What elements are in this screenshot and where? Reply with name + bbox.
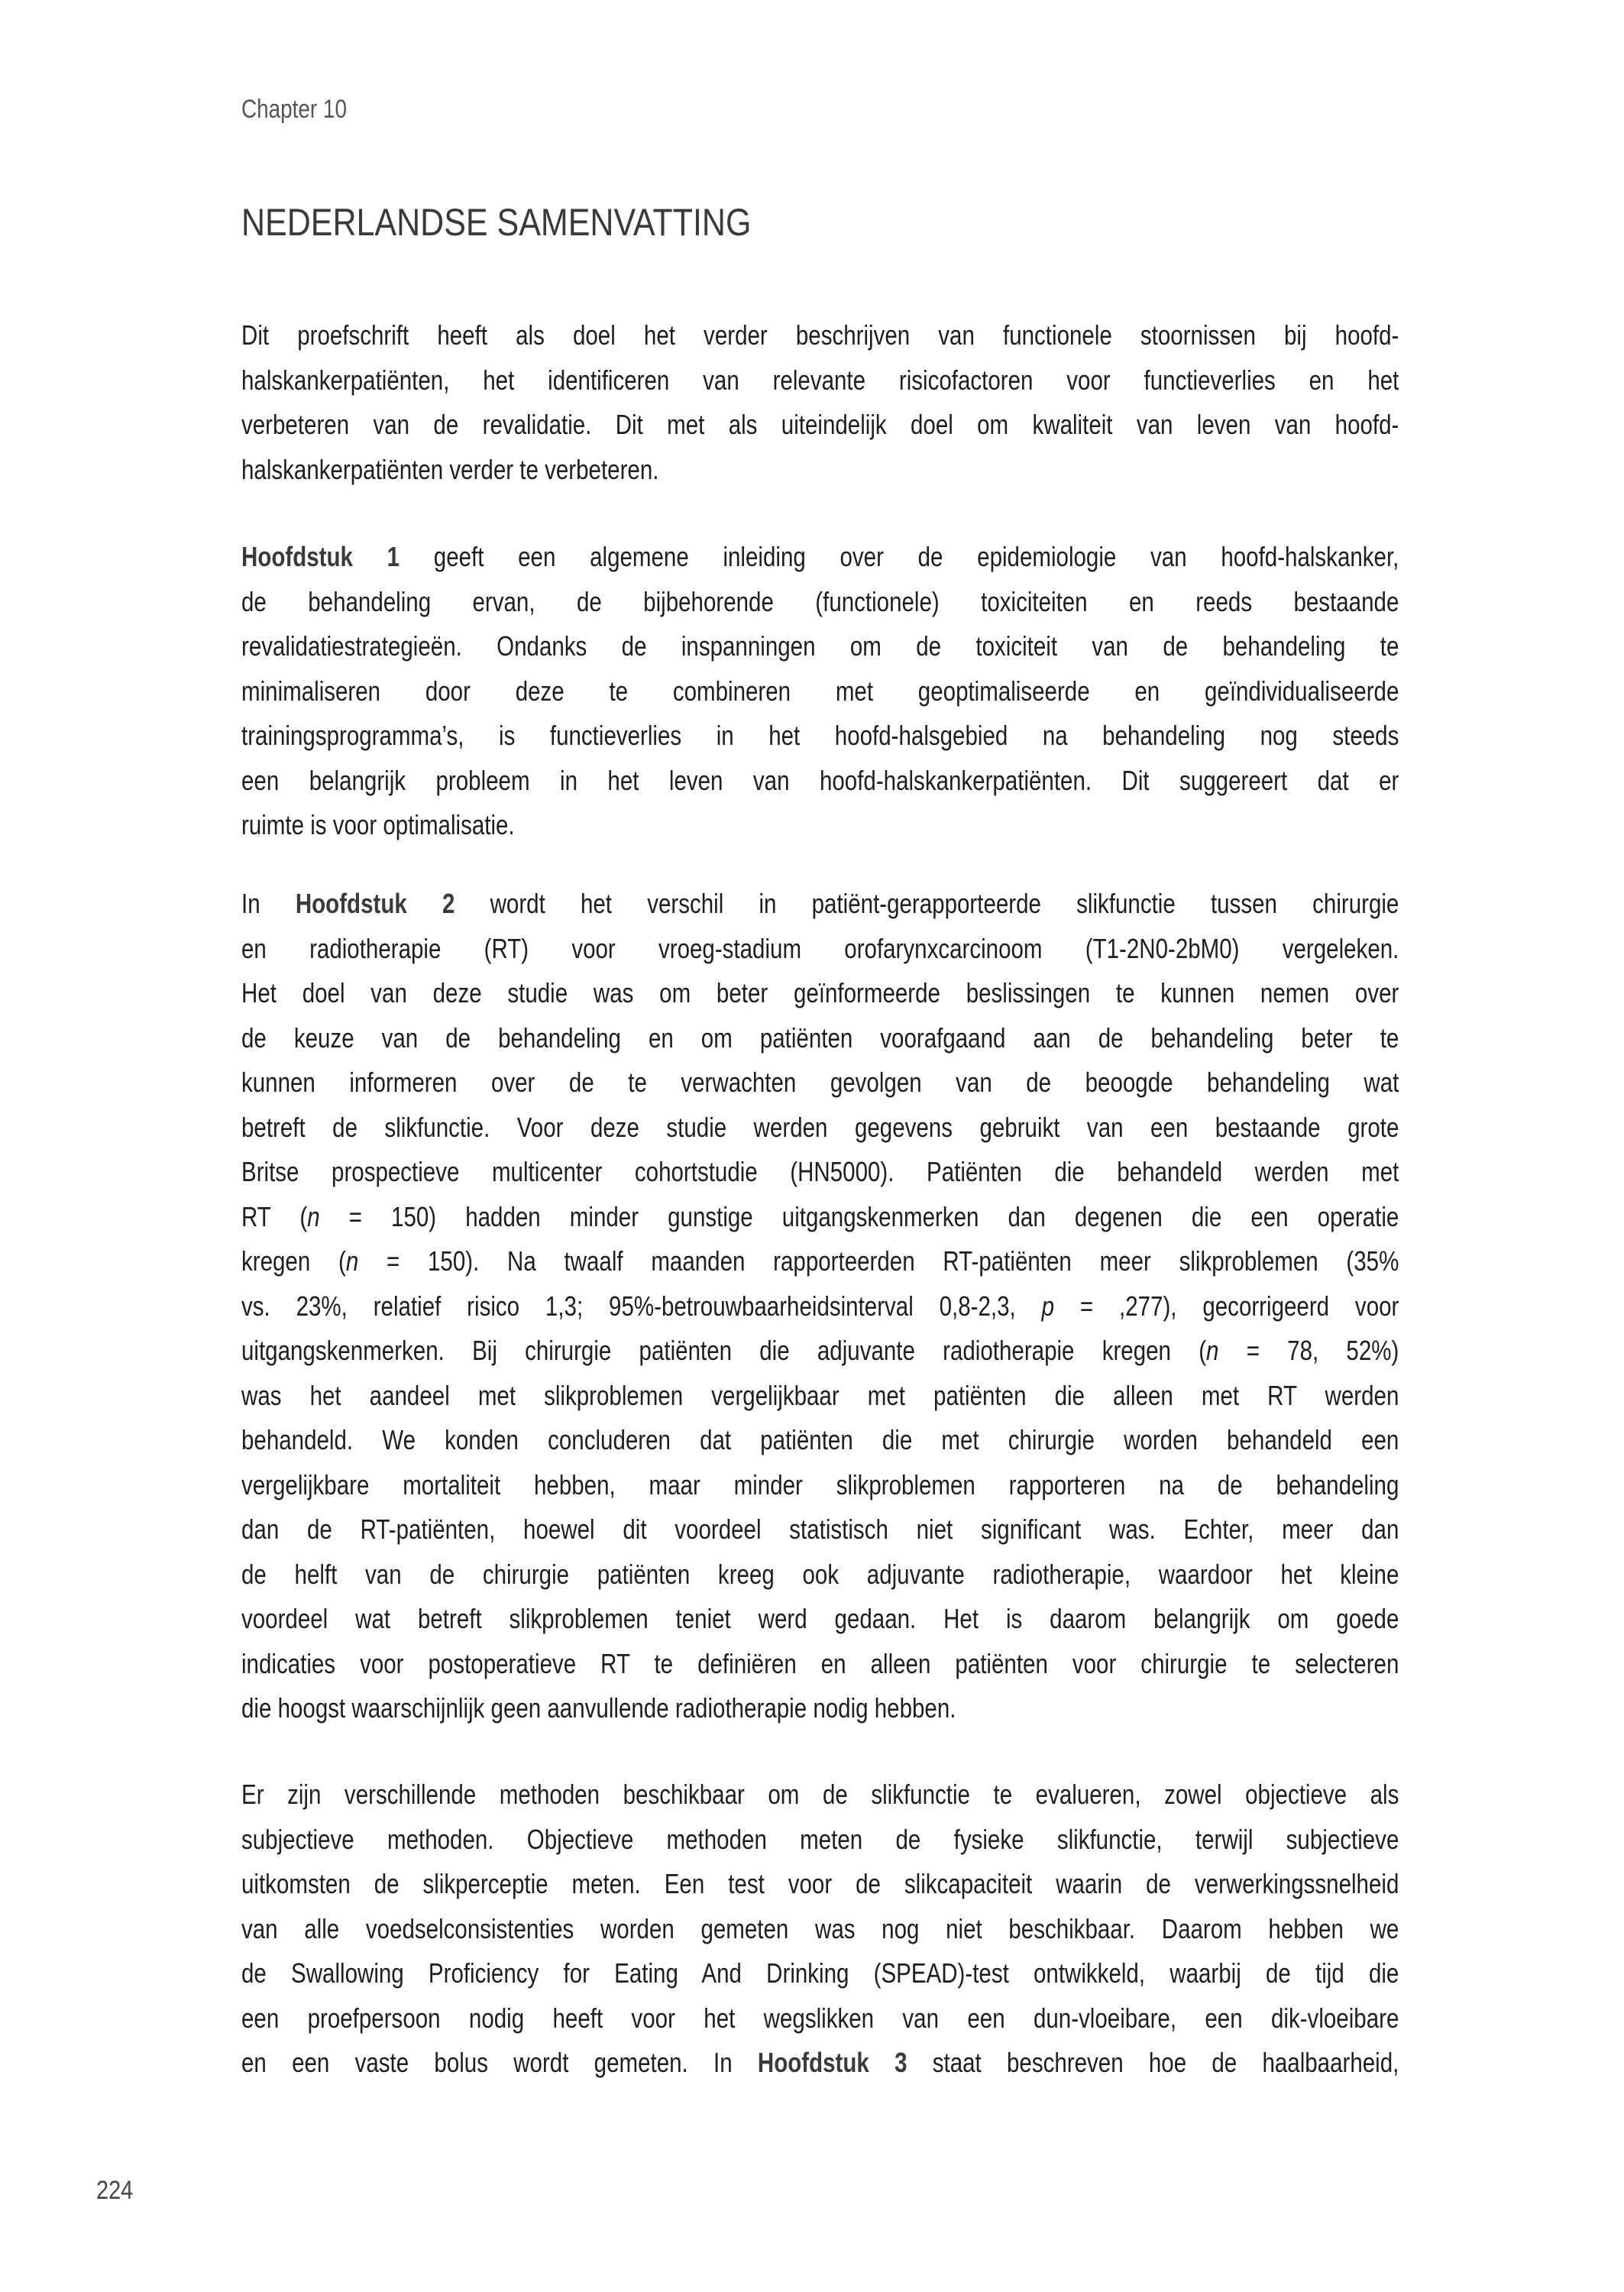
text-segment: de behandeling ervan, de bijbehorende (functionele) toxiciteiten en reeds bestaande [241, 585, 1399, 617]
paragraph [241, 313, 1399, 492]
text-segment: uitgangskenmerken. Bij chirurgie patiënten die adjuvante radiotherapie kregen ( [241, 1335, 1207, 1366]
text-line [241, 2041, 1399, 2086]
bold-chapter-ref: Hoofdstuk 1 [241, 541, 400, 572]
text-segment: RT ( [241, 1200, 308, 1232]
text-line [241, 1284, 1399, 1329]
text-line [241, 1597, 1399, 1642]
running-head: Chapter 10 [241, 95, 347, 124]
page-title: NEDERLANDSE SAMENVATTING [241, 201, 752, 244]
text-line [241, 669, 1399, 714]
text-segment: = 150). Na twaalf maanden rapporteerden RT-patiënten meer slikproblemen (35% [358, 1245, 1399, 1277]
paragraph [241, 1772, 1399, 2086]
text-segment: revalidatiestrategieën. Ondanks de inspanningen om de toxiciteit van de behandeling te [241, 630, 1399, 662]
text-line [241, 1907, 1399, 1952]
italic-symbol: n [1206, 1335, 1219, 1366]
text-line [241, 1463, 1399, 1508]
italic-symbol: p [1041, 1290, 1055, 1322]
text-line [241, 803, 1399, 848]
text-segment: dan de RT-patiënten, hoewel dit voordeel statistisch niet significant was. Echter, meer dan [241, 1513, 1399, 1545]
text-line [241, 927, 1399, 972]
text-line [241, 1060, 1399, 1106]
text-line [241, 971, 1399, 1016]
text-segment: Britse prospectieve multicenter cohortstudie (HN5000). Patiënten die behandeld werden met [241, 1156, 1399, 1187]
text-segment: kunnen informeren over de te verwachten gevolgen van de beoogde behandeling wat [241, 1067, 1399, 1098]
text-segment: uitkomsten de slikperceptie meten. Een test voor de slikcapaciteit waarin de verwerkingssnelheid [241, 1868, 1399, 1899]
text-segment: minimaliseren door deze te combineren met geoptimaliseerde en geïndividualiseerde [241, 675, 1399, 707]
text-segment: kregen ( [241, 1245, 346, 1277]
text-segment: subjectieve methoden. Objectieve methoden meten de fysieke slikfunctie, terwijl subjectieve [241, 1823, 1399, 1855]
text-segment: en een vaste bolus wordt gemeten. In [241, 2047, 758, 2078]
text-line [241, 1106, 1399, 1151]
bold-chapter-ref: Hoofdstuk 3 [757, 2047, 907, 2078]
text-segment: Het doel van deze studie was om beter geïnformeerde beslissingen te kunnen nemen over [241, 977, 1399, 1008]
text-line [241, 1374, 1399, 1419]
text-segment: = ,277), gecorrigeerd voor [1054, 1290, 1399, 1322]
text-line [241, 1195, 1399, 1240]
text-line [241, 1818, 1399, 1863]
text-segment: wordt het verschil in patiënt-gerapporteerde slikfunctie tussen chirurgie [455, 888, 1399, 919]
text-line [241, 1686, 1399, 1731]
text-line [241, 1772, 1399, 1818]
text-line [241, 1329, 1399, 1374]
paragraph [241, 882, 1399, 1731]
text-line [241, 1239, 1399, 1284]
text-segment: behandeld. We konden concluderen dat patiënten die met chirurgie worden behandeld een [241, 1424, 1399, 1455]
text-line [241, 313, 1399, 358]
text-line [241, 714, 1399, 759]
text-line [241, 1862, 1399, 1907]
page-number: 224 [96, 2176, 134, 2205]
text-line [241, 882, 1399, 927]
text-line [241, 1552, 1399, 1598]
text-segment: de helft van de chirurgie patiënten kreeg ook adjuvante radiotherapie, waardoor het kleine [241, 1558, 1399, 1590]
text-segment: vergelijkbare mortaliteit hebben, maar minder slikproblemen rapporteren na de behandeling [241, 1468, 1399, 1500]
text-segment: halskankerpatiënten verder te verbeteren. [241, 453, 659, 485]
text-segment: geeft een algemene inleiding over de epidemiologie van hoofd-halskanker, [400, 541, 1399, 572]
text-line [241, 624, 1399, 669]
text-segment: Er zijn verschillende methoden beschikbaar om de slikfunctie te evalueren, zowel objectieve als [241, 1779, 1399, 1810]
italic-symbol: n [307, 1200, 320, 1232]
text-segment: halskankerpatiënten, het identificeren van relevante risicofactoren voor functieverlies en het [241, 364, 1399, 396]
text-segment: een proefpersoon nodig heeft voor het wegslikken van een dun-vloeibare, een dik-vloeibare [241, 2002, 1399, 2034]
text-segment: de Swallowing Proficiency for Eating And Drinking (SPEAD)-test ontwikkeld, waarbij de tijd die [241, 1957, 1399, 1989]
text-line [241, 759, 1399, 804]
text-segment: indicaties voor postoperatieve RT te definiëren en alleen patiënten voor chirurgie te selecteren [241, 1647, 1399, 1679]
text-line [241, 448, 1399, 493]
text-segment: staat beschreven hoe de haalbaarheid, [907, 2047, 1399, 2078]
text-line [241, 1507, 1399, 1552]
text-segment: Dit proefschrift heeft als doel het verder beschrijven van functionele stoornissen bij hoofd- [241, 319, 1399, 351]
text-line [241, 358, 1399, 403]
text-line [241, 1642, 1399, 1687]
text-segment: en radiotherapie (RT) voor vroeg-stadium orofarynxcarcinoom (T1-2N0-2bM0) vergeleken. [241, 932, 1399, 964]
text-line [241, 1951, 1399, 1996]
text-line [241, 1016, 1399, 1061]
text-segment: = 78, 52%) [1218, 1335, 1399, 1366]
text-line [241, 403, 1399, 448]
bold-chapter-ref: Hoofdstuk 2 [295, 888, 455, 919]
paragraph [241, 535, 1399, 848]
text-segment: ruimte is voor optimalisatie. [241, 809, 515, 840]
text-line [241, 535, 1399, 580]
text-segment: betreft de slikfunctie. Voor deze studie werden gegevens gebruikt van een bestaande grote [241, 1111, 1399, 1143]
text-segment: voordeel wat betreft slikproblemen teniet werd gedaan. Het is daarom belangrijk om goede [241, 1603, 1399, 1634]
text-segment: In [241, 888, 296, 919]
text-segment: was het aandeel met slikproblemen vergelijkbaar met patiënten die alleen met RT werden [241, 1379, 1399, 1411]
text-segment: vs. 23%, relatief risico 1,3; 95%-betrouwbaarheidsinterval 0,8-2,3, [241, 1290, 1042, 1322]
italic-symbol: n [345, 1245, 359, 1277]
text-line [241, 1418, 1399, 1463]
text-segment: = 150) hadden minder gunstige uitgangskenmerken dan degenen die een operatie [319, 1200, 1399, 1232]
text-line [241, 580, 1399, 625]
text-segment: van alle voedselconsistenties worden gemeten was nog niet beschikbaar. Daarom hebben we [241, 1912, 1399, 1944]
text-line [241, 1150, 1399, 1195]
text-segment: de keuze van de behandeling en om patiënten voorafgaand aan de behandeling beter te [241, 1021, 1399, 1054]
text-segment: een belangrijk probleem in het leven van hoofd-halskankerpatiënten. Dit suggereert dat er [241, 764, 1399, 796]
text-segment: trainingsprogramma’s, is functieverlies in het hoofd-halsgebied na behandeling nog steeds [241, 720, 1399, 751]
text-line [241, 1996, 1399, 2041]
text-segment: verbeteren van de revalidatie. Dit met als uiteindelijk doel om kwaliteit van leven van hoofd- [241, 409, 1399, 440]
text-segment: die hoogst waarschijnlijk geen aanvullende radiotherapie nodig hebben. [241, 1692, 956, 1724]
